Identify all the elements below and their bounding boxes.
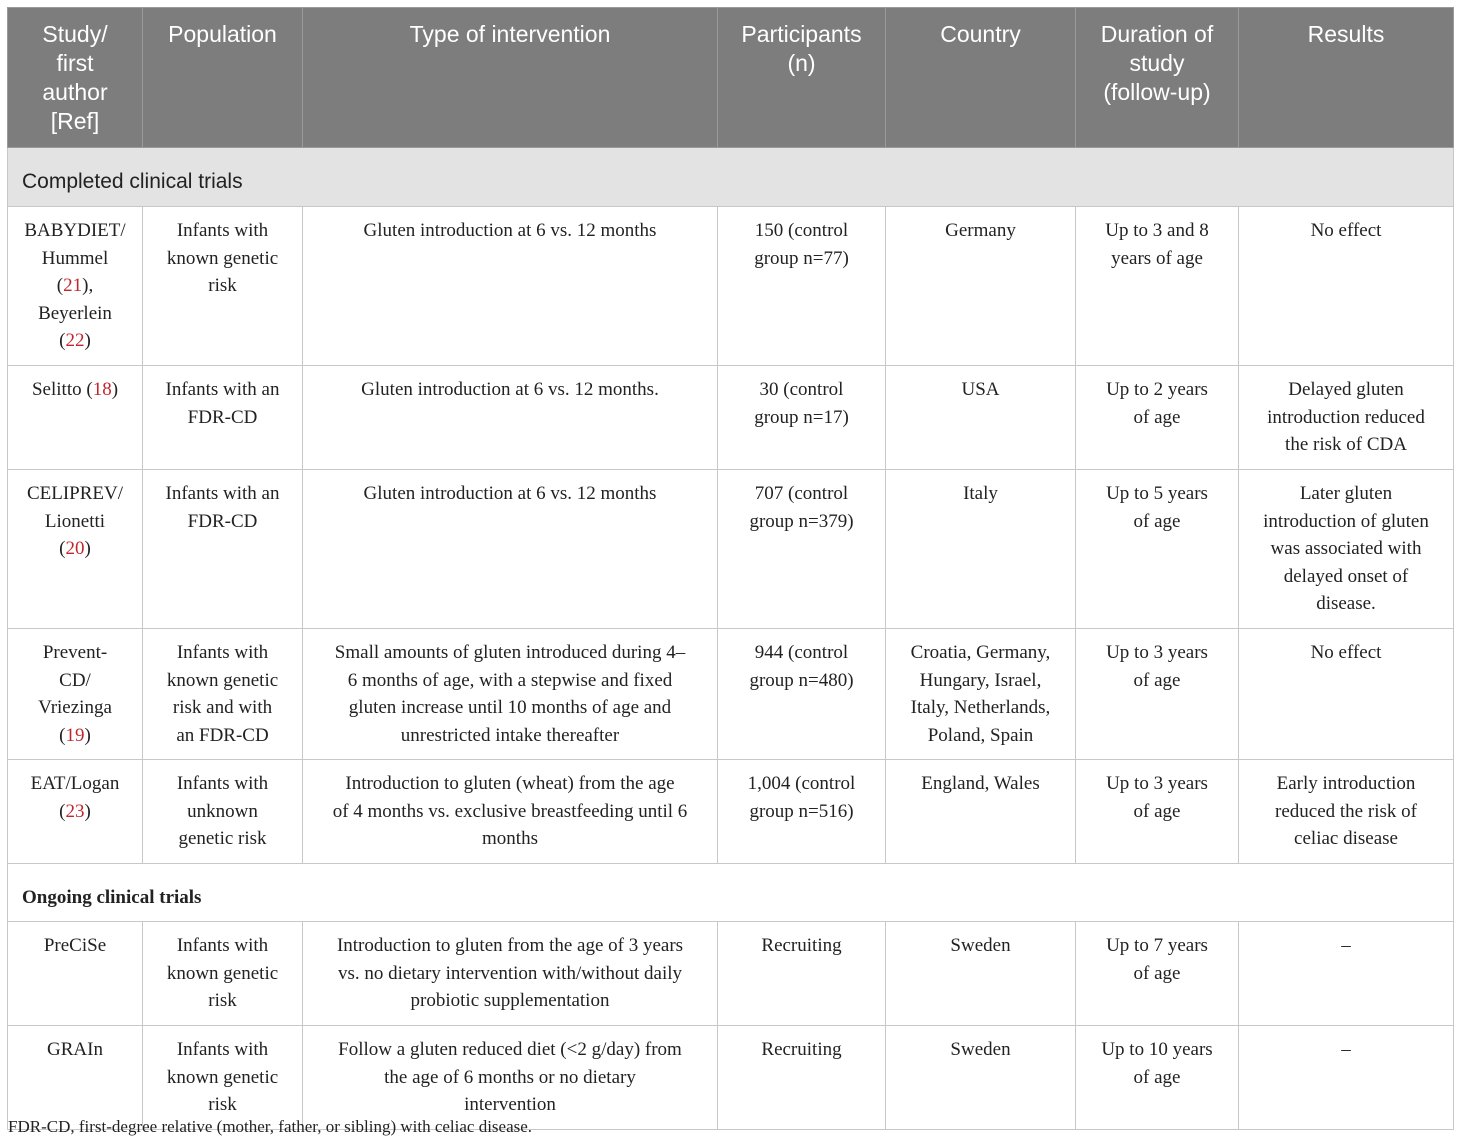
header-country: Country <box>886 8 1076 148</box>
header-duration: Duration of study (follow-up) <box>1076 8 1239 148</box>
header-intervention: Type of intervention <box>303 8 718 148</box>
table-row <box>8 760 1454 864</box>
reference-link[interactable]: 21 <box>63 275 83 296</box>
cell-duration: Up to 3 and 8 years of age <box>1076 207 1239 366</box>
cell-results: No effect <box>1239 629 1454 760</box>
cell-study: CELIPREV/ Lionetti (20) <box>8 470 143 629</box>
cell-results: – <box>1239 1026 1454 1130</box>
section-row-completed <box>8 148 1454 207</box>
reference-link[interactable]: 20 <box>65 538 85 559</box>
header-row <box>8 8 1454 148</box>
section-title-completed: Completed clinical trials <box>8 148 1454 207</box>
cell-country: England, Wales <box>886 760 1076 864</box>
cell-country: USA <box>886 366 1076 470</box>
cell-country: Germany <box>886 207 1076 366</box>
cell-participants: 944 (control group n=480) <box>718 629 886 760</box>
table-footnote: FDR-CD, first-degree relative (mother, father, or sibling) with celiac disease. <box>8 1117 533 1136</box>
cell-population: Infants with an FDR-CD <box>143 366 303 470</box>
header-population: Population <box>143 8 303 148</box>
cell-country: Sweden <box>886 922 1076 1026</box>
cell-intervention: Gluten introduction at 6 vs. 12 months <box>303 207 718 366</box>
cell-intervention: Small amounts of gluten introduced during 4– 6 months of age, with a stepwise and fixed gluten increase until 10 months of age and unrestricted intake thereafter <box>303 629 718 760</box>
table-row <box>8 922 1454 1026</box>
cell-results: Early introduction reduced the risk of celiac disease <box>1239 760 1454 864</box>
cell-participants: 30 (control group n=17) <box>718 366 886 470</box>
cell-population: Infants with an FDR-CD <box>143 470 303 629</box>
cell-country: Sweden <box>886 1026 1076 1130</box>
cell-duration: Up to 7 years of age <box>1076 922 1239 1026</box>
cell-results: Delayed gluten introduction reduced the risk of CDA <box>1239 366 1454 470</box>
cell-population: Infants with known genetic risk <box>143 207 303 366</box>
cell-participants: 150 (control group n=77) <box>718 207 886 366</box>
cell-intervention: Introduction to gluten (wheat) from the age of 4 months vs. exclusive breastfeeding until 6 months <box>303 760 718 864</box>
cell-participants: Recruiting <box>718 1026 886 1130</box>
cell-population: Infants with known genetic risk <box>143 1026 303 1130</box>
cell-results: Later gluten introduction of gluten was associated with delayed onset of disease. <box>1239 470 1454 629</box>
reference-link[interactable]: 18 <box>92 379 112 400</box>
cell-study: BABYDIET/ Hummel (21), Beyerlein (22) <box>8 207 143 366</box>
table-row <box>8 207 1454 366</box>
cell-population: Infants with known genetic risk and with an FDR-CD <box>143 629 303 760</box>
section-title-ongoing: Ongoing clinical trials <box>8 864 1454 922</box>
header-participants: Participants (n) <box>718 8 886 148</box>
cell-study: GRAIn <box>8 1026 143 1130</box>
cell-duration: Up to 2 years of age <box>1076 366 1239 470</box>
cell-study: EAT/Logan (23) <box>8 760 143 864</box>
reference-link[interactable]: 23 <box>65 800 85 822</box>
cell-study: PreCiSe <box>8 922 143 1026</box>
cell-intervention: Gluten introduction at 6 vs. 12 months <box>303 470 718 629</box>
cell-study: Selitto (18) <box>8 366 143 470</box>
cell-results: – <box>1239 922 1454 1026</box>
cell-results: No effect <box>1239 207 1454 366</box>
cell-duration: Up to 10 years of age <box>1076 1026 1239 1130</box>
section-row-ongoing <box>8 864 1454 922</box>
table-row <box>8 366 1454 470</box>
reference-link[interactable]: 22 <box>65 330 85 351</box>
cell-duration: Up to 3 years of age <box>1076 760 1239 864</box>
cell-population: Infants with known genetic risk <box>143 922 303 1026</box>
header-study: Study/ first author [Ref] <box>8 8 143 148</box>
cell-duration: Up to 3 years of age <box>1076 629 1239 760</box>
cell-intervention: Gluten introduction at 6 vs. 12 months. <box>303 366 718 470</box>
cell-study: Prevent- CD/ Vriezinga (19) <box>8 629 143 760</box>
cell-country: Croatia, Germany, Hungary, Israel, Italy, Netherlands, Poland, Spain <box>886 629 1076 760</box>
reference-link[interactable]: 19 <box>65 724 85 746</box>
cell-country: Italy <box>886 470 1076 629</box>
cell-intervention: Follow a gluten reduced diet (<2 g/day) from the age of 6 months or no dietary intervention <box>303 1026 718 1130</box>
cell-participants: 707 (control group n=379) <box>718 470 886 629</box>
cell-intervention: Introduction to gluten from the age of 3 years vs. no dietary intervention with/without daily probiotic supplementation <box>303 922 718 1026</box>
clinical-trials-table <box>7 7 1454 1130</box>
cell-population: Infants with unknown genetic risk <box>143 760 303 864</box>
cell-participants: Recruiting <box>718 922 886 1026</box>
table-row <box>8 629 1454 760</box>
cell-participants: 1,004 (control group n=516) <box>718 760 886 864</box>
table-row <box>8 470 1454 629</box>
header-results: Results <box>1239 8 1454 148</box>
cell-duration: Up to 5 years of age <box>1076 470 1239 629</box>
table-row <box>8 1026 1454 1130</box>
